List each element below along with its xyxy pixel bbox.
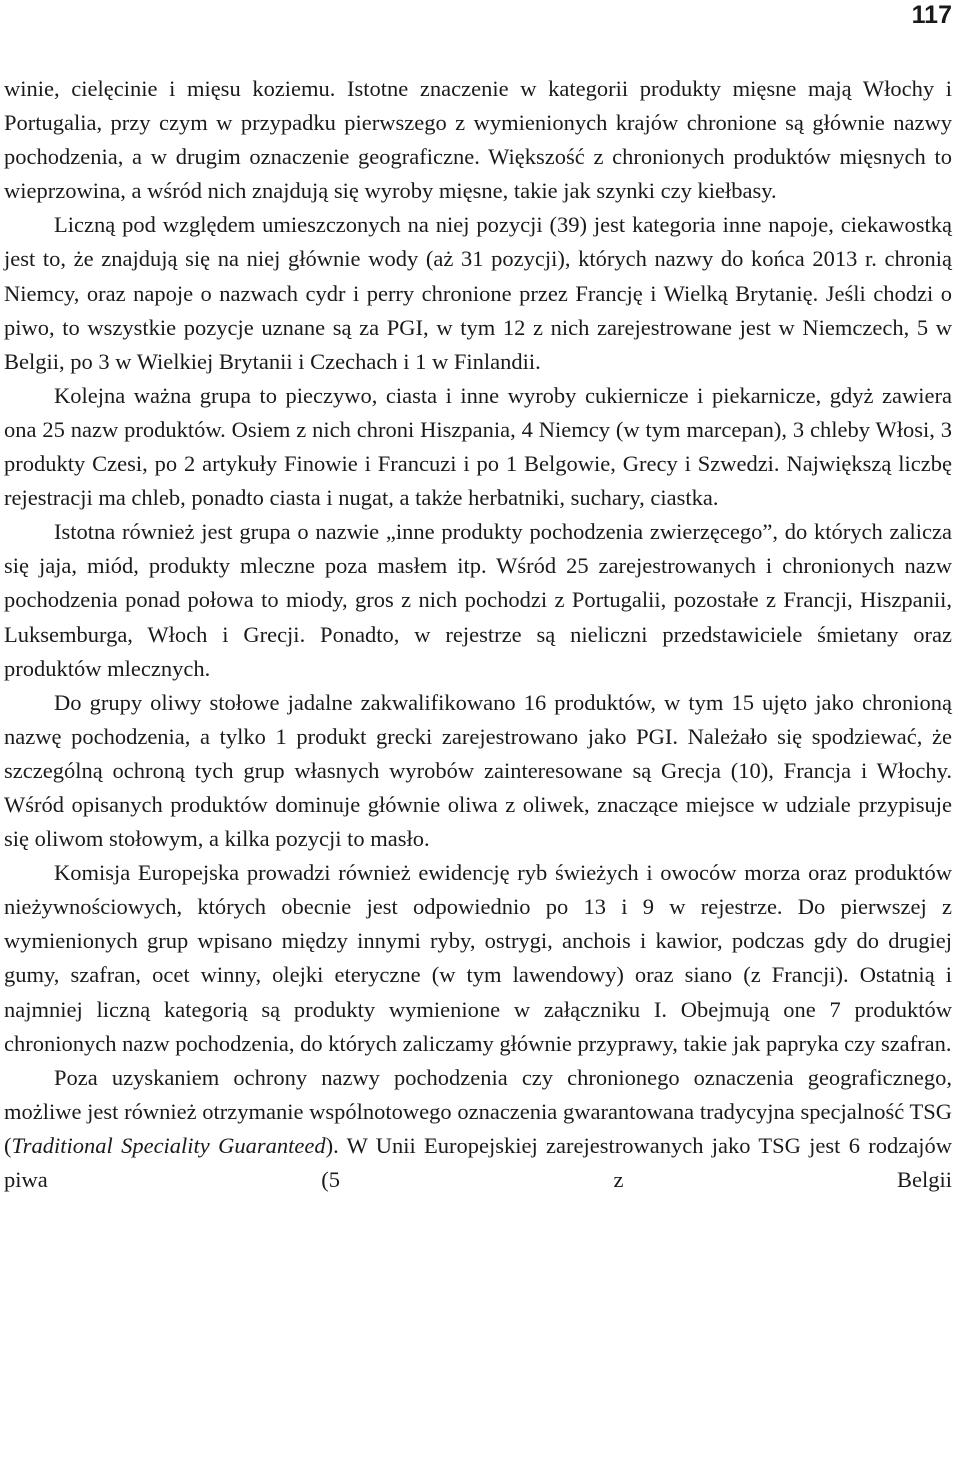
page-number: 117 bbox=[911, 1, 952, 29]
paragraph-bakery-products: Kolejna ważna grupa to pieczywo, ciasta i inne wyroby cukiernicze i piekarnicze, gdyż zawiera ona 25 nazw produktów. Osiem z nich chroni Hiszpania, 4 Niemcy (w tym marcepan), 3 chleby Włosi, 3 produkty Czesi, po 2 artykuły Finowie i Francuzi i po 1 Belgowie, Grecy i Szwedzi. Największą liczbę rejestracji ma chleb, ponadto ciasta i nugat, a także herbatniki, suchary, ciastka. bbox=[4, 382, 952, 511]
tsg-italic-term: Traditional Speciality Guaranteed bbox=[11, 1132, 326, 1158]
paragraph-tsg bbox=[4, 1061, 952, 1197]
tsg-text-after: ). W Unii Europejskiej zarejestrowanych jako TSG jest 6 rodzajów piwa (5 z Belgii bbox=[4, 1132, 952, 1192]
paragraph-other-beverages: Liczną pod względem umieszczonych na niej pozycji (39) jest kategoria inne napoje, ciekawostką jest to, że znajdują się na niej głównie wody (aż 31 pozycji), których nazwy do końca 2013 r. chronią Niemcy, oraz napoje o nazwach cydr i perry chronione przez Francję i Wielką Brytanię. Jeśli chodzi o piwo, to wszystkie pozycje uznane są za PGI, w tym 12 z nich zarejestrowane jest w Niemczech, 5 w Belgii, po 3 w Wielkiej Brytanii i Czechach i 1 w Finlandii. bbox=[4, 212, 952, 374]
paragraph-fish-and-nonfood: Komisja Europejska prowadzi również ewidencję ryb świeżych i owoców morza oraz produktów nieżywnościowych, których obecnie jest odpowiednio po 13 i 9 w rejestrze. Do pierwszej z wymienionych grup wpisano między innymi ryby, ostrygi, anchois i kawior, podczas gdy do drugiej gumy, szafran, ocet winny, olejki eteryczne (w tym lawendowy) oraz siano (z Francji). Ostatnią i najmniej liczną kategorią są produkty wymienione w załączniku I. Obejmują one 7 produktów chronionych nazw pochodzenia, do których zaliczamy głównie przyprawy, takie jak papryka czy szafran. bbox=[4, 860, 952, 1056]
paragraph-animal-products: Istotna również jest grupa o nazwie „inne produkty pochodzenia zwierzęcego”, do których zalicza się jaja, miód, produkty mleczne poza masłem itp. Wśród 25 zarejestrowanych i chronionych nazw pochodzenia ponad połowa to miody, gros z nich pochodzi z Portugalii, pozostałe z Francji, Hiszpanii, Luksemburga, Włoch i Grecji. Ponadto, w rejestrze są nieliczni przedstawiciele śmietany oraz produktów mlecznych. bbox=[4, 519, 952, 681]
page-body bbox=[4, 72, 952, 1197]
paragraph-meat-products: winie, cielęcinie i mięsu koziemu. Istotne znaczenie w kategorii produkty mięsne mają Włochy i Portugalia, przy czym w przypadku pierwszego z wymienionych krajów chronione są głównie nazwy pochodzenia, a w drugim oznaczenie geograficzne. Większość z chronionych produktów mięsnych to wieprzowina, a wśród nich znajdują się wyroby mięsne, takie jak szynki czy kiełbasy. bbox=[4, 76, 952, 204]
tsg-text-before: Poza uzyskaniem ochrony nazwy pochodzenia czy chronionego oznaczenia geograficznego, możliwe jest również otrzymanie wspólnotowego oznaczenia gwarantowana tradycyjna specjalność TSG ( bbox=[4, 1064, 952, 1158]
paragraph-table-oils: Do grupy oliwy stołowe jadalne zakwalifikowano 16 produktów, w tym 15 ujęto jako chronioną nazwę pochodzenia, a tylko 1 produkt grecki zarejestrowano jako PGI. Należało się spodziewać, że szczególną ochroną tych grup własnych wyrobów zainteresowane są Grecja (10), Francja i Włochy. Wśród opisanych produktów dominuje głównie oliwa z oliwek, znaczące miejsce w udziale przypisuje się oliwom stołowym, a kilka pozycji to masło. bbox=[4, 689, 952, 852]
